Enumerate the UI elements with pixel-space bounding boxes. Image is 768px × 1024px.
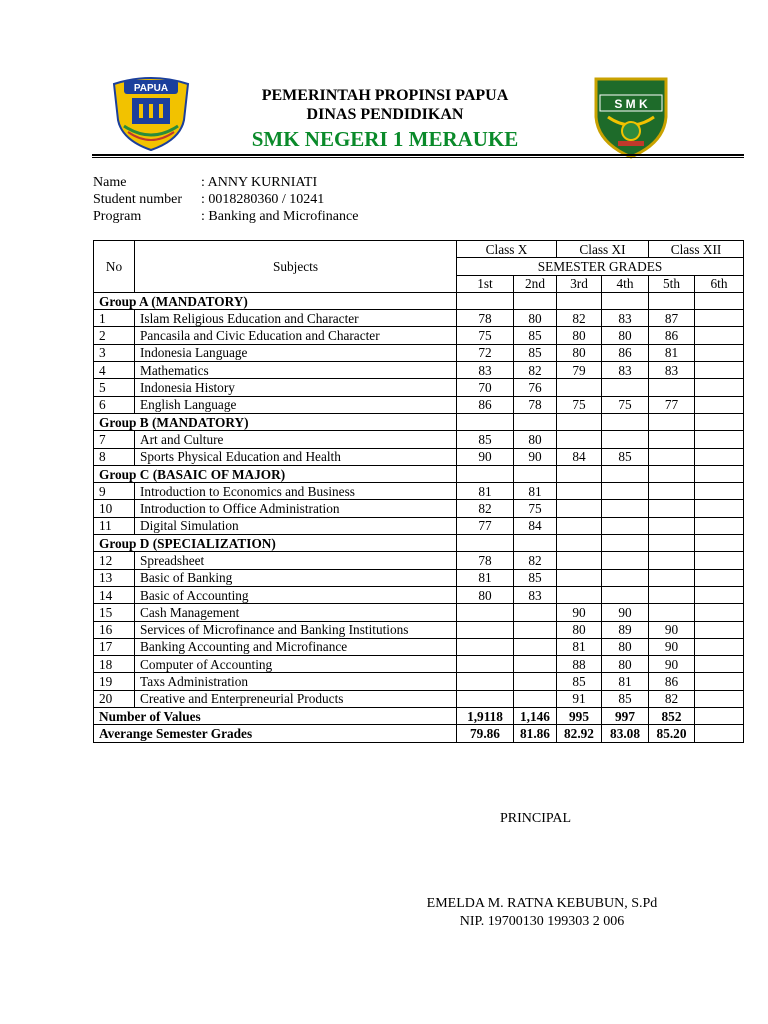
grade-cell: 81 — [514, 483, 557, 500]
subject-name: Cash Management — [135, 604, 457, 621]
table-row — [94, 396, 744, 413]
grade-cell — [695, 690, 744, 707]
subject-name: Taxs Administration — [135, 673, 457, 690]
info-value: : 0018280360 / 10241 — [201, 192, 325, 207]
row-number: 11 — [94, 517, 135, 534]
grade-cell: 78 — [514, 396, 557, 413]
school-name: SMK NEGERI 1 MERAUKE — [251, 127, 519, 151]
grade-cell: 83 — [602, 362, 649, 379]
group-row — [94, 535, 744, 552]
grade-cell — [695, 552, 744, 569]
smk-emblem-text: S M K — [614, 97, 648, 111]
info-label: Name — [93, 175, 127, 190]
grade-cell: 83 — [514, 586, 557, 603]
grade-cell: 85 — [457, 431, 514, 448]
student-info-row — [93, 208, 358, 225]
table-row — [94, 362, 744, 379]
smk-emblem — [588, 73, 674, 159]
row-number: 16 — [94, 621, 135, 638]
grade-cell — [649, 431, 695, 448]
semester-header: 6th — [695, 275, 744, 292]
totals-value: 83.08 — [602, 725, 649, 742]
table-row — [94, 500, 744, 517]
grade-cell — [602, 517, 649, 534]
group-empty-cell — [514, 292, 557, 309]
student-info — [93, 174, 358, 225]
table-row — [94, 690, 744, 707]
group-empty-cell — [602, 535, 649, 552]
grade-cell: 81 — [649, 344, 695, 361]
grade-cell — [457, 621, 514, 638]
grade-cell — [514, 690, 557, 707]
semester-header: 1st — [457, 275, 514, 292]
grade-cell: 84 — [514, 517, 557, 534]
subject-name: Islam Religious Education and Character — [135, 310, 457, 327]
principal-name: EMELDA M. RATNA KEBUBUN, S.Pd — [426, 896, 658, 911]
subject-name: Sports Physical Education and Health — [135, 448, 457, 465]
grade-cell — [457, 604, 514, 621]
row-number: 4 — [94, 362, 135, 379]
totals-label: Averange Semester Grades — [94, 725, 457, 742]
grade-cell — [649, 483, 695, 500]
subject-name: Spreadsheet — [135, 552, 457, 569]
header-divider — [92, 154, 744, 156]
grade-cell: 85 — [602, 690, 649, 707]
grade-cell — [649, 604, 695, 621]
grade-cell: 81 — [457, 483, 514, 500]
header-row-classes — [94, 241, 744, 258]
grade-cell — [602, 500, 649, 517]
grade-cell — [514, 604, 557, 621]
group-row — [94, 292, 744, 309]
subject-name: Indonesia History — [135, 379, 457, 396]
grade-cell — [695, 586, 744, 603]
grade-cell: 86 — [602, 344, 649, 361]
table-row — [94, 638, 744, 655]
semester-header: 4th — [602, 275, 649, 292]
row-number: 6 — [94, 396, 135, 413]
principal-nip: NIP. 19700130 199303 2 006 — [459, 914, 625, 929]
grade-cell — [695, 500, 744, 517]
group-empty-cell — [457, 465, 514, 482]
grade-cell — [602, 586, 649, 603]
group-title: Group B (MANDATORY) — [94, 413, 457, 430]
grade-cell: 80 — [514, 310, 557, 327]
grade-cell: 87 — [649, 310, 695, 327]
grade-cell — [695, 517, 744, 534]
grade-cell — [557, 483, 602, 500]
group-empty-cell — [602, 465, 649, 482]
row-number: 3 — [94, 344, 135, 361]
grade-cell — [514, 638, 557, 655]
totals-value: 85.20 — [649, 725, 695, 742]
grade-cell: 82 — [649, 690, 695, 707]
grade-cell: 90 — [649, 621, 695, 638]
grade-cell: 82 — [514, 552, 557, 569]
grade-cell: 80 — [602, 638, 649, 655]
grade-cell — [649, 500, 695, 517]
group-empty-cell — [649, 465, 695, 482]
table-row — [94, 448, 744, 465]
grade-cell: 80 — [457, 586, 514, 603]
grade-cell: 90 — [557, 604, 602, 621]
grade-cell — [695, 362, 744, 379]
table-row — [94, 379, 744, 396]
grade-cell — [695, 638, 744, 655]
grade-cell: 86 — [649, 673, 695, 690]
grade-cell — [557, 431, 602, 448]
group-row — [94, 465, 744, 482]
grade-cell: 85 — [514, 327, 557, 344]
group-empty-cell — [557, 535, 602, 552]
grade-cell: 84 — [557, 448, 602, 465]
grade-cell — [649, 552, 695, 569]
group-empty-cell — [514, 465, 557, 482]
grade-cell — [649, 517, 695, 534]
row-number: 15 — [94, 604, 135, 621]
grade-cell: 90 — [457, 448, 514, 465]
group-title: Group D (SPECIALIZATION) — [94, 535, 457, 552]
table-row — [94, 431, 744, 448]
grade-cell: 80 — [514, 431, 557, 448]
table-row — [94, 310, 744, 327]
grade-cell: 77 — [457, 517, 514, 534]
row-number: 14 — [94, 586, 135, 603]
info-value: : ANNY KURNIATI — [201, 175, 318, 190]
group-title: Group A (MANDATORY) — [94, 292, 457, 309]
grade-cell: 78 — [457, 310, 514, 327]
row-number: 13 — [94, 569, 135, 586]
table-row — [94, 552, 744, 569]
grade-cell: 80 — [557, 327, 602, 344]
department-title: DINAS PENDIDIKAN — [306, 106, 464, 123]
signature-block — [412, 895, 672, 931]
grade-cell: 85 — [514, 344, 557, 361]
grade-cell — [457, 690, 514, 707]
group-empty-cell — [649, 413, 695, 430]
grade-cell — [695, 379, 744, 396]
grade-cell: 90 — [602, 604, 649, 621]
table-row — [94, 327, 744, 344]
totals-value — [695, 708, 744, 725]
grade-cell: 76 — [514, 379, 557, 396]
grade-cell — [695, 483, 744, 500]
grade-cell: 82 — [457, 500, 514, 517]
row-number: 2 — [94, 327, 135, 344]
student-info-row — [93, 191, 358, 208]
group-empty-cell — [457, 292, 514, 309]
class-header: Class XI — [557, 241, 649, 258]
row-number: 18 — [94, 656, 135, 673]
grade-cell: 81 — [557, 638, 602, 655]
subject-name: Art and Culture — [135, 431, 457, 448]
papua-emblem-text: PAPUA — [133, 83, 169, 94]
grade-cell — [557, 569, 602, 586]
grade-cell: 75 — [602, 396, 649, 413]
papua-emblem — [110, 74, 192, 152]
subject-name: Services of Microfinance and Banking Institutions — [135, 621, 457, 638]
grade-cell: 85 — [557, 673, 602, 690]
grade-cell — [695, 327, 744, 344]
row-number: 5 — [94, 379, 135, 396]
row-number: 20 — [94, 690, 135, 707]
table-row — [94, 483, 744, 500]
grade-cell: 82 — [557, 310, 602, 327]
grade-cell — [695, 604, 744, 621]
grade-cell: 70 — [457, 379, 514, 396]
class-header: Class X — [457, 241, 557, 258]
group-empty-cell — [602, 292, 649, 309]
grade-cell — [457, 673, 514, 690]
letterhead — [200, 86, 570, 152]
grade-cell — [602, 483, 649, 500]
table-row — [94, 604, 744, 621]
subject-name: Banking Accounting and Microfinance — [135, 638, 457, 655]
grade-cell: 89 — [602, 621, 649, 638]
table-row — [94, 569, 744, 586]
grade-cell: 82 — [514, 362, 557, 379]
grade-cell — [457, 656, 514, 673]
grade-cell: 80 — [602, 656, 649, 673]
grade-cell — [649, 586, 695, 603]
grade-cell — [695, 673, 744, 690]
grade-cell: 72 — [457, 344, 514, 361]
totals-value: 81.86 — [514, 725, 557, 742]
row-number: 19 — [94, 673, 135, 690]
group-empty-cell — [514, 413, 557, 430]
grade-cell: 81 — [602, 673, 649, 690]
grade-cell — [649, 448, 695, 465]
grade-cell: 86 — [457, 396, 514, 413]
totals-value — [695, 725, 744, 742]
grade-cell: 88 — [557, 656, 602, 673]
row-number: 10 — [94, 500, 135, 517]
class-header: Class XII — [649, 241, 744, 258]
group-empty-cell — [557, 413, 602, 430]
group-title: Group C (BASAIC OF MAJOR) — [94, 465, 457, 482]
subject-name: Indonesia Language — [135, 344, 457, 361]
grade-cell: 86 — [649, 327, 695, 344]
grade-cell: 83 — [649, 362, 695, 379]
group-empty-cell — [695, 465, 744, 482]
grade-cell — [695, 621, 744, 638]
grade-cell — [649, 379, 695, 396]
col-header-subjects: Subjects — [135, 241, 457, 293]
group-empty-cell — [649, 535, 695, 552]
grade-cell: 90 — [649, 638, 695, 655]
grade-cell: 75 — [457, 327, 514, 344]
grade-cell — [649, 569, 695, 586]
grades-table — [93, 240, 744, 743]
totals-value: 1,9118 — [457, 708, 514, 725]
group-empty-cell — [695, 292, 744, 309]
grade-cell: 83 — [602, 310, 649, 327]
grade-cell: 77 — [649, 396, 695, 413]
grade-cell — [514, 621, 557, 638]
group-empty-cell — [557, 292, 602, 309]
row-number: 7 — [94, 431, 135, 448]
totals-label: Number of Values — [94, 708, 457, 725]
subject-name: Introduction to Office Administration — [135, 500, 457, 517]
grade-cell — [695, 569, 744, 586]
grade-cell — [557, 517, 602, 534]
grade-cell — [557, 552, 602, 569]
totals-row — [94, 725, 744, 742]
grade-cell: 85 — [514, 569, 557, 586]
semester-header: 2nd — [514, 275, 557, 292]
grade-cell — [695, 344, 744, 361]
totals-value: 997 — [602, 708, 649, 725]
grade-cell — [602, 379, 649, 396]
table-row — [94, 621, 744, 638]
principal-title: PRINCIPAL — [500, 811, 572, 826]
group-empty-cell — [695, 413, 744, 430]
grade-cell: 80 — [557, 344, 602, 361]
grade-cell: 81 — [457, 569, 514, 586]
subject-name: Basic of Accounting — [135, 586, 457, 603]
group-empty-cell — [514, 535, 557, 552]
info-label: Student number — [93, 192, 183, 207]
subject-name: Introduction to Economics and Business — [135, 483, 457, 500]
info-value: : Banking and Microfinance — [201, 209, 359, 224]
table-row — [94, 673, 744, 690]
row-number: 9 — [94, 483, 135, 500]
grade-cell — [557, 500, 602, 517]
grade-cell — [457, 638, 514, 655]
grade-cell — [602, 569, 649, 586]
row-number: 12 — [94, 552, 135, 569]
group-empty-cell — [457, 535, 514, 552]
group-empty-cell — [649, 292, 695, 309]
subject-name: Computer of Accounting — [135, 656, 457, 673]
info-label: Program — [93, 209, 142, 224]
grade-cell: 75 — [514, 500, 557, 517]
subject-name: Mathematics — [135, 362, 457, 379]
grade-cell — [557, 586, 602, 603]
table-row — [94, 656, 744, 673]
grade-cell — [695, 431, 744, 448]
col-header-no: No — [94, 241, 135, 293]
totals-value: 995 — [557, 708, 602, 725]
subject-name: Creative and Enterpreneurial Products — [135, 690, 457, 707]
row-number: 1 — [94, 310, 135, 327]
grade-cell — [695, 448, 744, 465]
totals-value: 852 — [649, 708, 695, 725]
grade-cell — [695, 310, 744, 327]
subject-name: Basic of Banking — [135, 569, 457, 586]
semester-header: 5th — [649, 275, 695, 292]
grade-cell: 85 — [602, 448, 649, 465]
government-title: PEMERINTAH PROPINSI PAPUA — [261, 87, 509, 104]
group-empty-cell — [557, 465, 602, 482]
subject-name: English Language — [135, 396, 457, 413]
header-divider-thin — [92, 157, 744, 158]
student-info-row — [93, 174, 358, 191]
grade-cell — [514, 656, 557, 673]
grade-cell: 75 — [557, 396, 602, 413]
group-empty-cell — [457, 413, 514, 430]
totals-row — [94, 708, 744, 725]
totals-value: 82.92 — [557, 725, 602, 742]
row-number: 8 — [94, 448, 135, 465]
semester-header: 3rd — [557, 275, 602, 292]
grade-cell: 91 — [557, 690, 602, 707]
grade-cell — [602, 431, 649, 448]
grade-cell: 79 — [557, 362, 602, 379]
row-number: 17 — [94, 638, 135, 655]
semester-grades-header: SEMESTER GRADES — [457, 258, 744, 275]
totals-value: 79.86 — [457, 725, 514, 742]
grade-cell — [602, 552, 649, 569]
grade-cell: 80 — [602, 327, 649, 344]
group-row — [94, 413, 744, 430]
table-row — [94, 344, 744, 361]
grade-cell — [514, 673, 557, 690]
grade-cell — [557, 379, 602, 396]
table-row — [94, 586, 744, 603]
grade-cell: 90 — [649, 656, 695, 673]
grade-cell: 78 — [457, 552, 514, 569]
grade-cell: 83 — [457, 362, 514, 379]
subject-name: Digital Simulation — [135, 517, 457, 534]
group-empty-cell — [602, 413, 649, 430]
totals-value: 1,146 — [514, 708, 557, 725]
grade-cell: 90 — [514, 448, 557, 465]
grade-cell: 80 — [557, 621, 602, 638]
group-empty-cell — [695, 535, 744, 552]
subject-name: Pancasila and Civic Education and Character — [135, 327, 457, 344]
table-row — [94, 517, 744, 534]
grade-cell — [695, 396, 744, 413]
grade-cell — [695, 656, 744, 673]
